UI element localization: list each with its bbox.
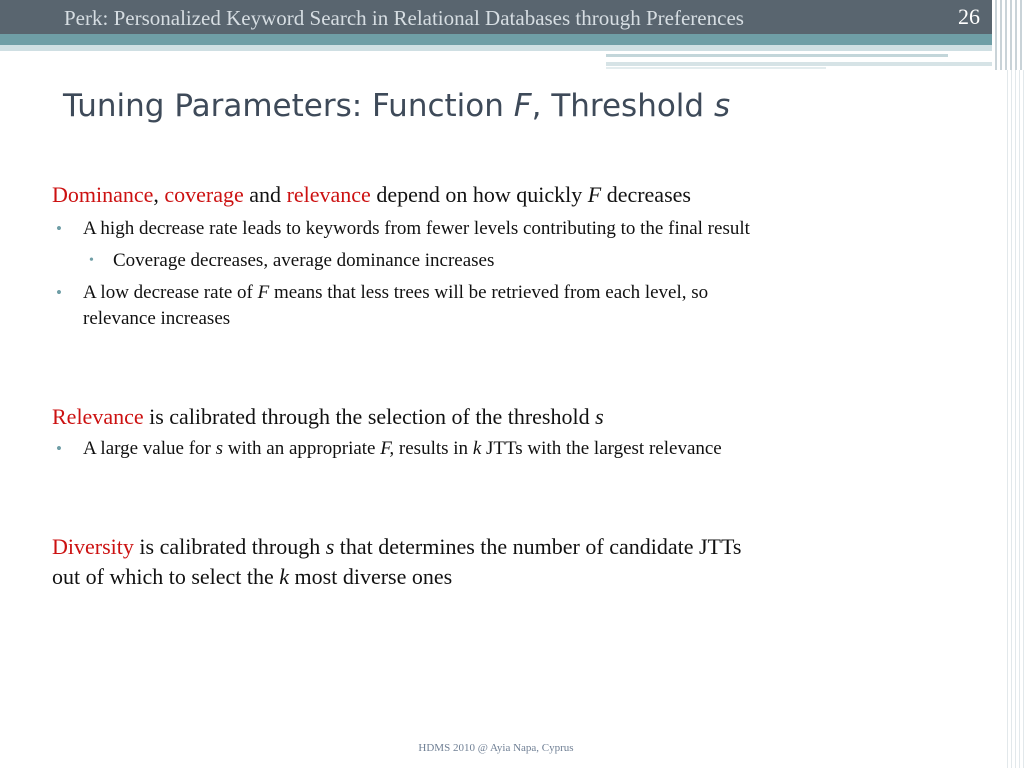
presentation-title: Perk: Personalized Keyword Search in Relational Databases through Preferences — [64, 6, 744, 30]
bullet-icon: • — [56, 439, 62, 458]
header-teal-band — [0, 34, 992, 45]
bullet-item: • A high decrease rate leads to keywords from fewer levels contributing to the final result — [52, 216, 992, 242]
bullet-item: • A low decrease rate of F means that less trees will be retrieved from each level, so relevance increases — [56, 282, 709, 329]
decorative-stripes-side — [1004, 70, 1024, 768]
slide-content — [52, 180, 992, 592]
bullet-item: • A large value for s with an appropriate F, results in k JTTs with the largest relevance — [52, 436, 992, 462]
accent-line — [606, 62, 992, 66]
bullet-icon: • — [56, 219, 62, 238]
bullet-icon: • — [56, 283, 62, 302]
slide-title: Tuning Parameters: Function F, Threshold s — [63, 88, 731, 124]
paragraph-diversity: Diversity is calibrated through s that determines the number of candidate JTTs out of which to select the k most diverse ones — [52, 534, 742, 589]
bullet-icon: • — [89, 253, 94, 268]
paragraph-relevance: Relevance is calibrated through the selection of the threshold s — [52, 404, 604, 429]
header-bar — [0, 0, 992, 34]
accent-line — [606, 67, 826, 69]
header-light-band — [0, 45, 992, 51]
accent-line — [606, 54, 948, 57]
footer-text: HDMS 2010 @ Ayia Napa, Cyprus — [418, 742, 574, 754]
paragraph-dominance: Dominance, coverage and relevance depend on how quickly F decreases — [52, 182, 691, 207]
sub-bullet-item: • Coverage decreases, average dominance increases — [52, 248, 992, 274]
decorative-stripes — [992, 0, 1024, 70]
slide-number: 26 — [958, 4, 980, 29]
